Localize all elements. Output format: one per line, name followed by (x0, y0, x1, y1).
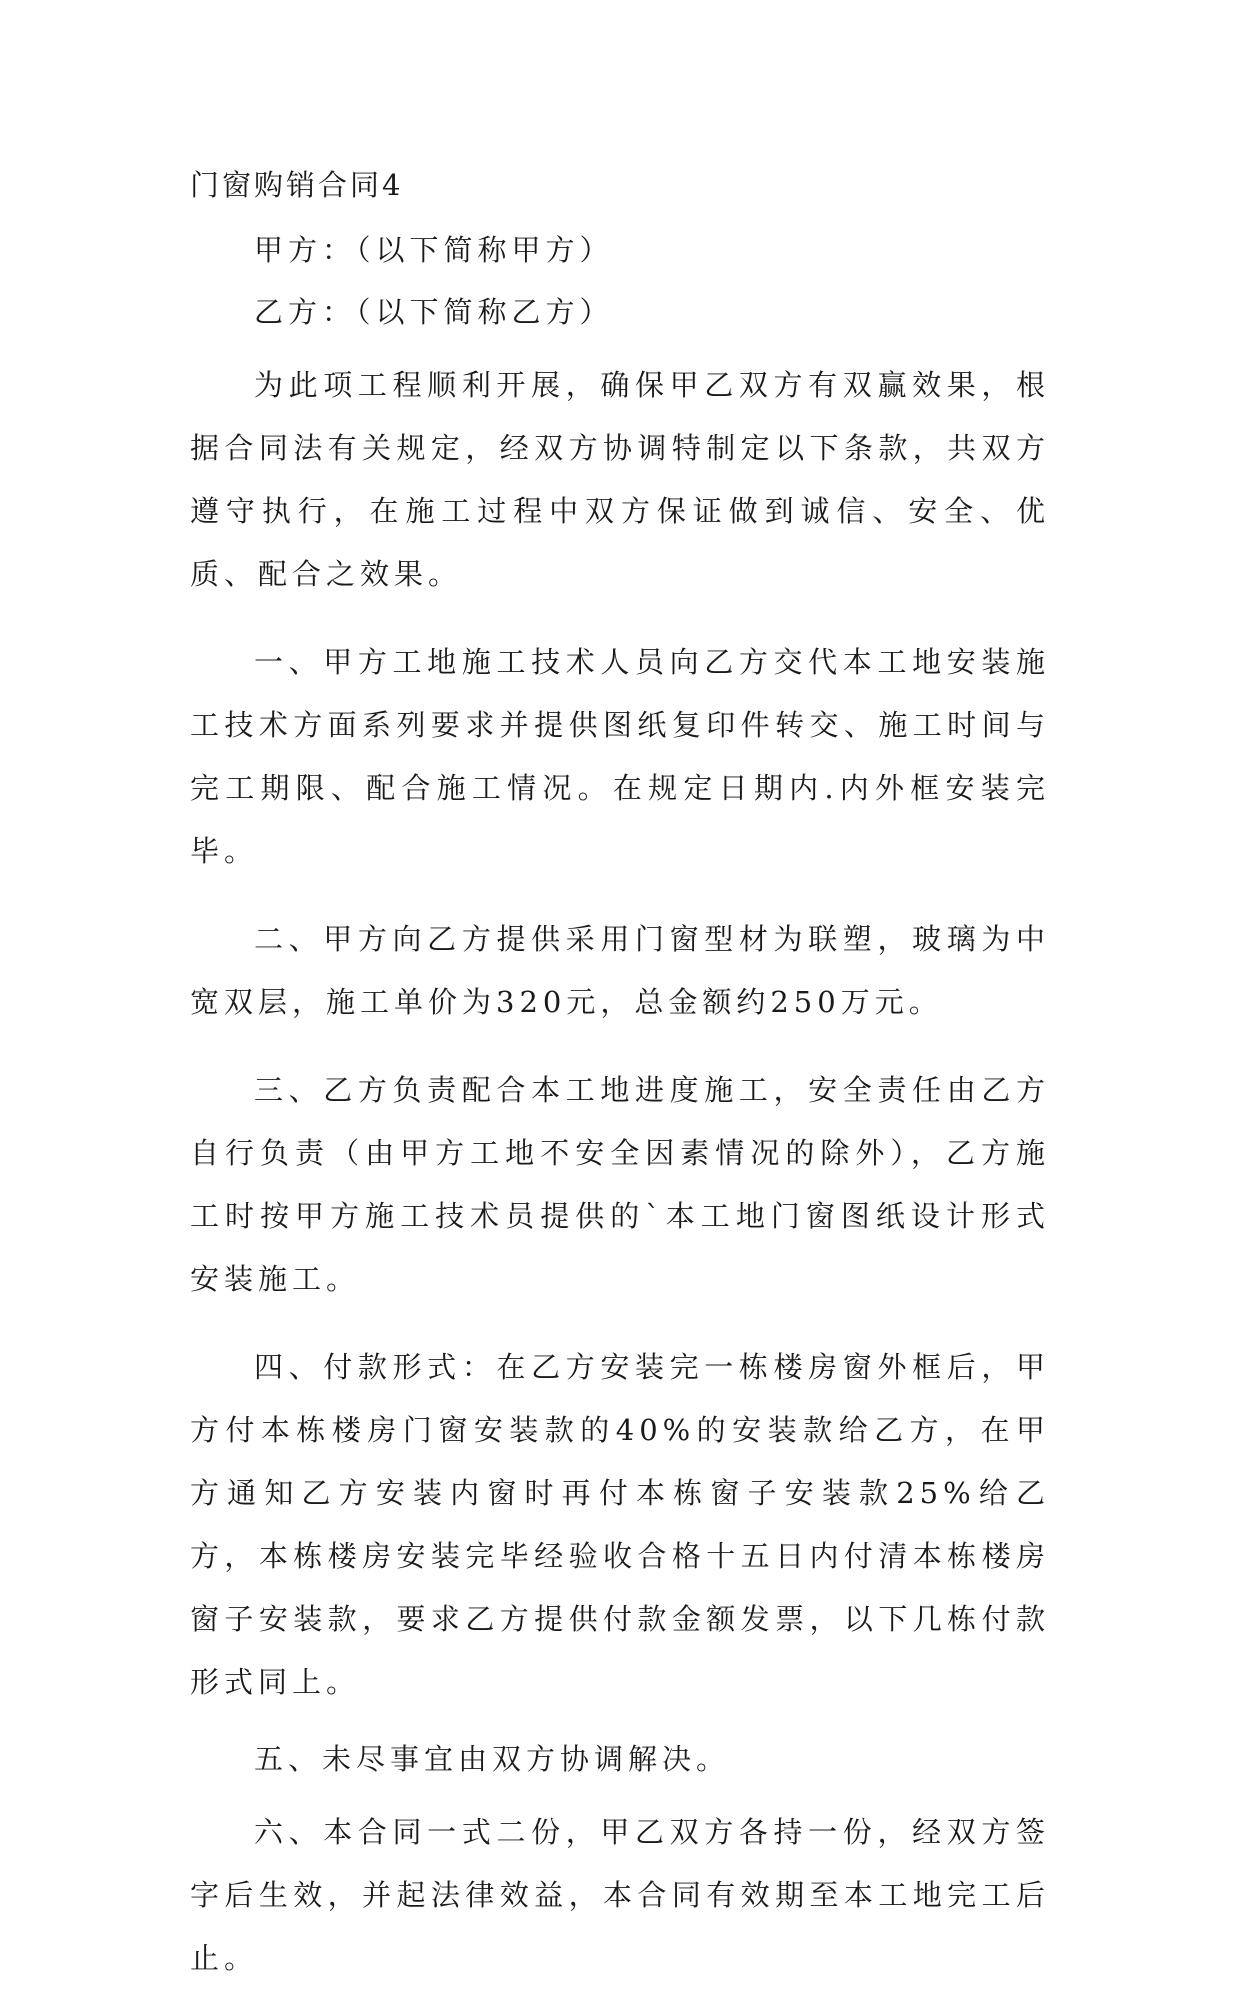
party-b: 乙方：（以下简称乙方） (254, 295, 614, 329)
intro-paragraph: 为此项工程顺利开展，确保甲乙双方有双赢效果，根据合同法有关规定，经双方协调特制定以下条款，共双方遵守执行，在施工过程中双方保证做到诚信、安全、优质、配合之效果。 (190, 368, 1050, 591)
clause-5: 五、未尽事宜由双方协调解决。 (254, 1742, 731, 1776)
clause-6: 六、本合同一式二份，甲乙双方各持一份，经双方签字后生效，并起法律效益，本合同有效期至本工地完工后止。 (190, 1815, 1050, 1975)
clause-2: 二、甲方向乙方提供采用门窗型材为联塑，玻璃为中宽双层，施工单价为320元，总金额约250万元。 (190, 922, 1050, 1019)
clause-4: 四、付款形式：在乙方安装完一栋楼房窗外框后，甲方付本栋楼房门窗安装款的40%的安装款给乙方，在甲方通知乙方安装内窗时再付本栋窗子安装款25%给乙方，本栋楼房安装完毕经验收合格十五日内付清本栋楼房窗子安装款，要求乙方提供付款金额发票，以下几栋付款形式同上。 (190, 1350, 1050, 1699)
clause-1: 一、甲方工地施工技术人员向乙方交代本工地安装施工技术方面系列要求并提供图纸复印件转交、施工时间与完工期限、配合施工情况。在规定日期内.内外框安装完毕。 (190, 645, 1050, 868)
party-a: 甲方：（以下简称甲方） (254, 233, 614, 267)
document-body (190, 165, 1050, 2015)
clause-3: 三、乙方负责配合本工地进度施工，安全责任由乙方自行负责（由甲方工地不安全因素情况的除外），乙方施工时按甲方施工技术员提供的`本工地门窗图纸设计形式安装施工。 (190, 1073, 1050, 1296)
document-title: 门窗购销合同4 (190, 168, 404, 202)
